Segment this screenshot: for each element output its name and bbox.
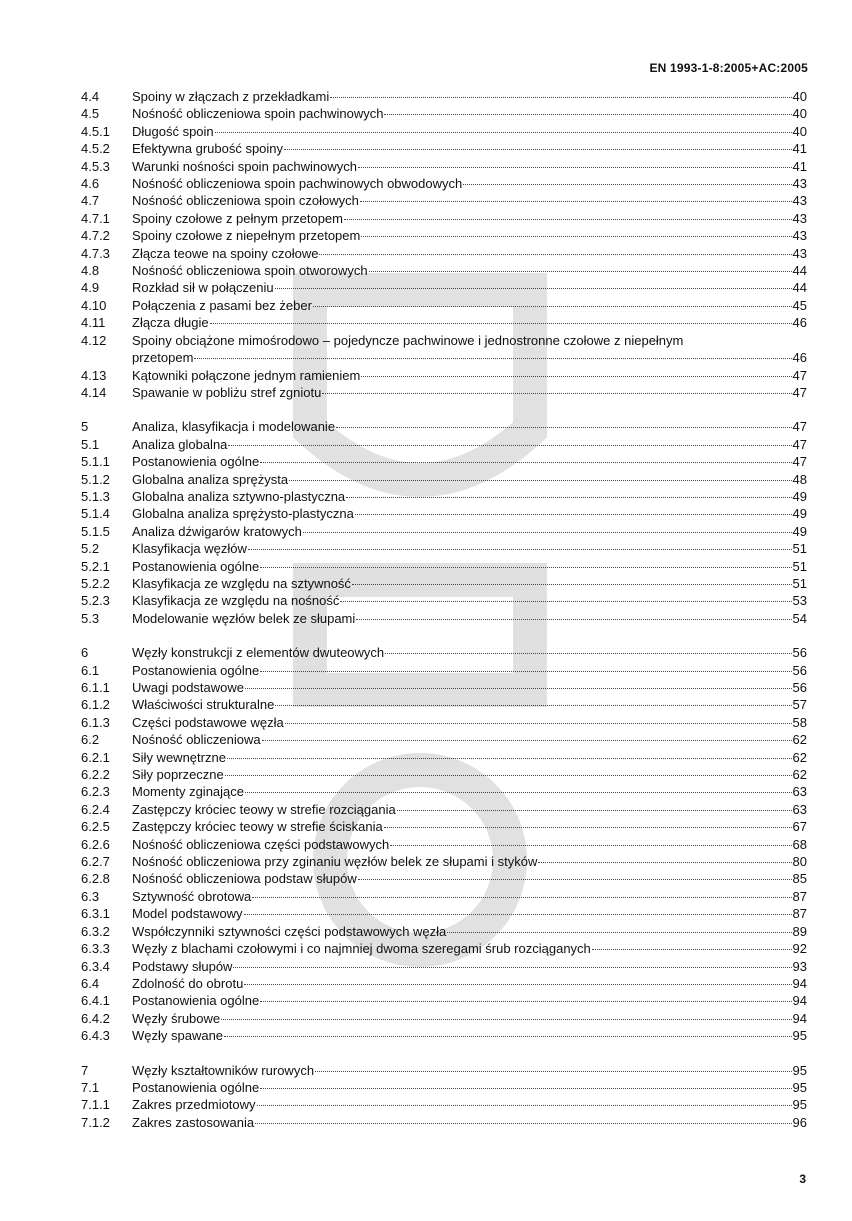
toc-entry bbox=[81, 314, 807, 331]
toc-entry-page: 87 bbox=[792, 906, 807, 922]
dot-leader bbox=[210, 323, 792, 324]
dot-leader bbox=[384, 827, 792, 828]
toc-entry-page: 96 bbox=[792, 1114, 807, 1130]
toc-entry-title: Części podstawowe węzła bbox=[132, 714, 284, 730]
toc-entry-title: Postanowienia ogólne bbox=[132, 1079, 260, 1095]
dot-leader bbox=[358, 167, 792, 168]
toc-entry-number: 4.8 bbox=[81, 263, 100, 279]
toc-entry-title: Nośność obliczeniowa bbox=[132, 732, 261, 748]
toc-entry bbox=[81, 1062, 807, 1079]
toc-entry-title: Momenty zginające bbox=[132, 784, 244, 800]
toc-entry-number: 4.6 bbox=[81, 176, 100, 192]
toc-entry bbox=[81, 818, 807, 835]
dot-leader bbox=[285, 723, 792, 724]
toc-entry-title: Rozkład sił w połączeniu bbox=[132, 280, 274, 296]
toc-entry bbox=[81, 505, 807, 522]
dot-leader bbox=[260, 462, 791, 463]
toc-entry-title: Nośność obliczeniowa części podstawowych bbox=[132, 836, 390, 852]
toc-entry-number: 7.1.1 bbox=[81, 1097, 110, 1113]
toc-entry-title: Globalna analiza sprężysta bbox=[132, 471, 289, 487]
toc-entry-page: 51 bbox=[792, 558, 807, 574]
toc-entry bbox=[81, 88, 807, 105]
dot-leader bbox=[313, 306, 792, 307]
toc-entry bbox=[81, 888, 807, 905]
toc-entry-page: 53 bbox=[792, 593, 807, 609]
toc-entry-title: Analiza dźwigarów kratowych bbox=[132, 523, 302, 539]
toc-entry-number: 5.1.5 bbox=[81, 523, 110, 539]
toc-entry bbox=[81, 540, 807, 557]
toc-entry-title: Sztywność obrotowa bbox=[132, 888, 252, 904]
toc-entry-title: Podstawy słupów bbox=[132, 958, 233, 974]
toc-entry bbox=[81, 836, 807, 853]
toc-entry-number: 6.2.3 bbox=[81, 784, 110, 800]
toc-entry-page: 80 bbox=[792, 854, 807, 870]
toc-entry-number: 6.3 bbox=[81, 888, 100, 904]
toc-entry-title: Złącza teowe na spoiny czołowe bbox=[132, 245, 319, 261]
toc-entry-title: Siły poprzeczne bbox=[132, 767, 224, 783]
toc-entry-title: Zakres przedmiotowy bbox=[132, 1097, 256, 1113]
toc-entry-number: 7.1.2 bbox=[81, 1114, 110, 1130]
toc-entry-title: Zastępczy króciec teowy w strefie ściskania bbox=[132, 819, 383, 835]
toc-entry bbox=[81, 1079, 807, 1096]
toc-entry bbox=[81, 123, 807, 140]
toc-entry-title: Złącza długie bbox=[132, 315, 209, 331]
dot-leader bbox=[356, 619, 791, 620]
toc-entry-number: 4.7.2 bbox=[81, 228, 110, 244]
toc-entry bbox=[81, 262, 807, 279]
toc-entry-page: 49 bbox=[792, 523, 807, 539]
toc-entry-title: Efektywna grubość spoiny bbox=[132, 141, 284, 157]
toc-entry-number: 4.14 bbox=[81, 384, 107, 400]
toc-entry-title: Węzły konstrukcji z elementów dwuteowych bbox=[132, 645, 385, 661]
dot-leader bbox=[255, 1123, 791, 1124]
toc-entry-number: 6 bbox=[81, 645, 89, 661]
toc-entry-title: Postanowienia ogólne bbox=[132, 454, 260, 470]
toc-entry-title: Nośność obliczeniowa spoin czołowych bbox=[132, 193, 359, 209]
dot-leader bbox=[194, 358, 791, 359]
toc-entry-title: Spoiny czołowe z pełnym przetopem bbox=[132, 210, 343, 226]
toc-entry-title: Uwagi podstawowe bbox=[132, 680, 245, 695]
toc-entry-title: Analiza globalna bbox=[132, 436, 228, 452]
toc-entry-page: 45 bbox=[792, 297, 807, 313]
toc-entry-number: 4.5.1 bbox=[81, 123, 110, 139]
toc-entry-number: 5.1 bbox=[81, 436, 100, 452]
dot-leader bbox=[360, 201, 792, 202]
toc-entry-title: Globalna analiza sztywno-plastyczna bbox=[132, 488, 346, 504]
toc-entry-page: 44 bbox=[792, 263, 807, 279]
dot-leader bbox=[215, 132, 792, 133]
toc-entry-number: 5.2 bbox=[81, 541, 100, 557]
toc-entry bbox=[81, 575, 807, 592]
toc-entry-number: 6.1 bbox=[81, 662, 100, 678]
toc-entry-title: Postanowienia ogólne bbox=[132, 558, 260, 574]
toc-entry-title: Model podstawowy bbox=[132, 906, 243, 922]
dot-leader bbox=[315, 1071, 791, 1072]
dot-leader bbox=[355, 514, 792, 515]
toc-entry-page: 44 bbox=[792, 280, 807, 296]
toc-entry-number: 6.3.1 bbox=[81, 906, 110, 922]
toc-entry-number: 6.4.3 bbox=[81, 1028, 110, 1044]
toc-entry-page: 49 bbox=[792, 488, 807, 504]
toc-entry-number: 5.1.3 bbox=[81, 488, 110, 504]
toc-entry-page: 43 bbox=[792, 245, 807, 261]
toc-entry-page: 95 bbox=[792, 1028, 807, 1044]
toc-entry-title: Zakres zastosowania bbox=[132, 1114, 255, 1130]
toc-entry bbox=[81, 453, 807, 470]
toc-entry-title: Połączenia z pasami bez żeber bbox=[132, 297, 312, 313]
toc-entry-page: 63 bbox=[792, 784, 807, 800]
toc-entry-number: 6.2.7 bbox=[81, 854, 110, 870]
toc-entry-page: 40 bbox=[792, 89, 807, 104]
toc-entry-number: 6.1.2 bbox=[81, 697, 110, 713]
dot-leader bbox=[289, 480, 791, 481]
toc-entry-page: 63 bbox=[792, 801, 807, 817]
toc-entry-page: 57 bbox=[792, 697, 807, 713]
toc-entry-title: Spoiny obciążone mimośrodowo – pojedyncze pachwinowe i jednostronne czołowe z niepełnym bbox=[132, 332, 684, 348]
toc-entry-page: 68 bbox=[792, 836, 807, 852]
toc-entry-title: Węzły z blachami czołowymi i co najmniej dwoma szeregami śrub rozciąganych bbox=[132, 941, 591, 957]
toc-entry-number: 4.5.2 bbox=[81, 141, 110, 157]
dot-leader bbox=[228, 445, 791, 446]
toc-entry-page: 40 bbox=[792, 123, 807, 139]
toc-entry bbox=[81, 801, 807, 818]
toc-entry-page: 95 bbox=[792, 1062, 807, 1078]
dot-leader bbox=[538, 862, 791, 863]
dot-leader bbox=[344, 219, 792, 220]
toc-entry-number: 6.4.2 bbox=[81, 1010, 110, 1026]
toc-entry-page: 43 bbox=[792, 193, 807, 209]
toc-entry bbox=[81, 940, 807, 957]
toc-entry-number: 4.11 bbox=[81, 315, 106, 331]
toc-entry bbox=[81, 558, 807, 575]
document-header: EN 1993-1-8:2005+AC:2005 bbox=[649, 61, 808, 75]
dot-leader bbox=[340, 601, 791, 602]
dot-leader bbox=[322, 393, 791, 394]
toc-entry-number: 6.1.1 bbox=[81, 680, 110, 695]
toc-entry-page: 93 bbox=[792, 958, 807, 974]
dot-leader bbox=[463, 184, 791, 185]
toc-entry-page: 47 bbox=[792, 454, 807, 470]
toc-entry-page: 51 bbox=[792, 575, 807, 591]
toc-entry bbox=[81, 975, 807, 992]
toc-entry-page: 95 bbox=[792, 1097, 807, 1113]
toc-entry-page: 94 bbox=[792, 1010, 807, 1026]
toc-entry-page: 49 bbox=[792, 506, 807, 522]
toc-entry bbox=[81, 158, 807, 175]
toc-entry bbox=[81, 749, 807, 766]
dot-leader bbox=[303, 532, 792, 533]
toc-entry-number: 5.2.3 bbox=[81, 593, 110, 609]
toc-entry bbox=[81, 436, 807, 453]
toc-entry-page: 48 bbox=[792, 471, 807, 487]
dot-leader bbox=[260, 567, 791, 568]
toc-entry-title: Długość spoin bbox=[132, 123, 214, 139]
dot-leader bbox=[369, 271, 792, 272]
toc-entry-page: 62 bbox=[792, 767, 807, 783]
dot-leader bbox=[260, 1088, 791, 1089]
toc-entry-title: Nośność obliczeniowa przy zginaniu węzłów belek ze słupami i styków bbox=[132, 854, 538, 870]
toc-entry-number: 6.4.1 bbox=[81, 993, 110, 1009]
toc-entry bbox=[81, 610, 807, 627]
dot-leader bbox=[257, 1105, 792, 1106]
dot-leader bbox=[352, 584, 792, 585]
toc-entry-page: 51 bbox=[792, 541, 807, 557]
toc-entry-number: 4.7 bbox=[81, 193, 100, 209]
toc-entry-number: 6.2.8 bbox=[81, 871, 110, 887]
toc-entry-number: 6.4 bbox=[81, 975, 100, 991]
dot-leader bbox=[262, 740, 792, 741]
dot-leader bbox=[284, 149, 792, 150]
toc-entry-page: 56 bbox=[792, 645, 807, 661]
toc-entry bbox=[81, 905, 807, 922]
toc-entry-page: 92 bbox=[792, 941, 807, 957]
toc-entry-number: 4.7.3 bbox=[81, 245, 110, 261]
toc-entry-title: Kątowniki połączone jednym ramieniem bbox=[132, 367, 361, 383]
dot-leader bbox=[346, 497, 791, 498]
dot-leader bbox=[385, 653, 791, 654]
toc-entry-number: 4.5.3 bbox=[81, 158, 110, 174]
toc-entry-title: Analiza, klasyfikacja i modelowanie bbox=[132, 419, 336, 435]
toc-entry-page: 46 bbox=[792, 350, 807, 366]
toc-entry bbox=[81, 279, 807, 296]
toc-entry-number: 6.2.6 bbox=[81, 836, 110, 852]
toc-entry bbox=[81, 1114, 807, 1131]
toc-entry-page: 95 bbox=[792, 1079, 807, 1095]
toc-entry-number: 6.2.1 bbox=[81, 749, 110, 765]
toc-entry bbox=[81, 1010, 807, 1027]
toc-entry-page: 87 bbox=[792, 888, 807, 904]
toc-entry-page: 94 bbox=[792, 993, 807, 1009]
toc-entry-page: 47 bbox=[792, 367, 807, 383]
toc-entry-page: 54 bbox=[792, 610, 807, 626]
table-of-contents bbox=[81, 88, 807, 1131]
toc-entry-title: Globalna analiza sprężysto-plastyczna bbox=[132, 506, 354, 522]
dot-leader bbox=[244, 984, 791, 985]
toc-entry-page: 56 bbox=[792, 680, 807, 695]
toc-entry-page: 41 bbox=[792, 141, 807, 157]
toc-entry bbox=[81, 210, 807, 227]
toc-entry-title: Klasyfikacja ze względu na sztywność bbox=[132, 575, 351, 591]
toc-entry-number: 6.3.3 bbox=[81, 941, 110, 957]
toc-entry-number: 5.2.1 bbox=[81, 558, 110, 574]
dot-leader bbox=[225, 775, 792, 776]
toc-entry-number: 7.1 bbox=[81, 1079, 100, 1095]
toc-entry-number: 4.5 bbox=[81, 106, 100, 122]
toc-entry-number: 6.2.2 bbox=[81, 767, 110, 783]
dot-leader bbox=[361, 236, 791, 237]
toc-entry-number: 4.7.1 bbox=[81, 210, 110, 226]
toc-entry-number: 5 bbox=[81, 419, 89, 435]
toc-entry-title: Siły wewnętrzne bbox=[132, 749, 226, 765]
toc-entry bbox=[81, 175, 807, 192]
toc-entry bbox=[81, 958, 807, 975]
toc-entry bbox=[81, 227, 807, 244]
dot-leader bbox=[260, 671, 791, 672]
toc-entry-number: 4.12 bbox=[81, 332, 107, 348]
toc-entry-title: Spoiny w złączach z przekładkami bbox=[132, 89, 330, 104]
toc-entry-page: 94 bbox=[792, 975, 807, 991]
toc-entry-number: 5.1.1 bbox=[81, 454, 110, 470]
toc-entry-title: Klasyfikacja ze względu na nośność bbox=[132, 593, 340, 609]
dot-leader bbox=[275, 288, 792, 289]
toc-entry bbox=[81, 523, 807, 540]
toc-entry-page: 85 bbox=[792, 871, 807, 887]
dot-leader bbox=[330, 97, 791, 98]
toc-entry-title: Właściwości strukturalne bbox=[132, 697, 275, 713]
toc-entry-page: 47 bbox=[792, 436, 807, 452]
toc-entry bbox=[81, 923, 807, 940]
toc-entry-number: 5.2.2 bbox=[81, 575, 110, 591]
toc-entry-page: 43 bbox=[792, 176, 807, 192]
toc-entry bbox=[81, 418, 807, 435]
toc-entry-title: Postanowienia ogólne bbox=[132, 662, 260, 678]
toc-entry bbox=[81, 783, 807, 800]
toc-entry bbox=[81, 471, 807, 488]
toc-entry bbox=[81, 192, 807, 209]
toc-entry-title: Nośność obliczeniowa spoin pachwinowych bbox=[132, 106, 384, 122]
toc-entry bbox=[81, 245, 807, 262]
toc-entry bbox=[81, 105, 807, 122]
toc-entry bbox=[81, 592, 807, 609]
dot-leader bbox=[221, 1019, 791, 1020]
toc-entry-title: Nośność obliczeniowa podstaw słupów bbox=[132, 871, 357, 887]
toc-entry-title: Zastępczy króciec teowy w strefie rozciągania bbox=[132, 801, 396, 817]
toc-entry-page: 43 bbox=[792, 228, 807, 244]
dot-leader bbox=[245, 688, 792, 689]
toc-entry-number: 5.1.4 bbox=[81, 506, 110, 522]
dot-leader bbox=[224, 1036, 791, 1037]
toc-entry-title: Węzły kształtowników rurowych bbox=[132, 1062, 315, 1078]
toc-entry-page: 67 bbox=[792, 819, 807, 835]
toc-entry-number: 6.2 bbox=[81, 732, 100, 748]
toc-entry-number: 6.1.3 bbox=[81, 714, 110, 730]
toc-entry-number: 7 bbox=[81, 1062, 89, 1078]
dot-leader bbox=[397, 810, 792, 811]
toc-entry-number: 5.1.2 bbox=[81, 471, 110, 487]
dot-leader bbox=[336, 427, 791, 428]
toc-entry-title-continued: przetopem bbox=[132, 350, 194, 366]
toc-entry-number: 4.10 bbox=[81, 297, 107, 313]
dot-leader bbox=[252, 897, 791, 898]
toc-entry-page: 43 bbox=[792, 210, 807, 226]
toc-entry bbox=[81, 766, 807, 783]
toc-entry bbox=[81, 488, 807, 505]
toc-entry bbox=[81, 140, 807, 157]
toc-entry-title: Klasyfikacja węzłów bbox=[132, 541, 247, 557]
toc-entry-page: 47 bbox=[792, 419, 807, 435]
toc-entry bbox=[81, 332, 807, 367]
toc-entry bbox=[81, 297, 807, 314]
toc-entry-title: Spoiny czołowe z niepełnym przetopem bbox=[132, 228, 361, 244]
dot-leader bbox=[447, 932, 791, 933]
toc-entry bbox=[81, 1027, 807, 1044]
dot-leader bbox=[227, 758, 792, 759]
toc-entry bbox=[81, 679, 807, 696]
toc-entry bbox=[81, 696, 807, 713]
dot-leader bbox=[244, 914, 792, 915]
toc-entry bbox=[81, 644, 807, 661]
toc-entry-title: Zdolność do obrotu bbox=[132, 975, 244, 991]
toc-entry bbox=[81, 1096, 807, 1113]
dot-leader bbox=[592, 949, 792, 950]
page-number: 3 bbox=[799, 1172, 806, 1186]
dot-leader bbox=[260, 1001, 791, 1002]
dot-leader bbox=[390, 845, 791, 846]
toc-entry-number: 6.2.4 bbox=[81, 801, 110, 817]
toc-entry bbox=[81, 992, 807, 1009]
toc-entry bbox=[81, 714, 807, 731]
toc-entry-number: 4.13 bbox=[81, 367, 107, 383]
dot-leader bbox=[319, 254, 791, 255]
dot-leader bbox=[233, 967, 791, 968]
toc-entry bbox=[81, 731, 807, 748]
dot-leader bbox=[275, 705, 791, 706]
toc-entry-title: Węzły śrubowe bbox=[132, 1010, 221, 1026]
toc-entry-number: 6.3.4 bbox=[81, 958, 110, 974]
toc-entry-number: 6.2.5 bbox=[81, 819, 110, 835]
toc-entry-page: 46 bbox=[792, 315, 807, 331]
toc-entry-title: Spawanie w pobliżu stref zgniotu bbox=[132, 384, 322, 400]
dot-leader bbox=[361, 376, 791, 377]
dot-leader bbox=[384, 114, 791, 115]
toc-entry bbox=[81, 853, 807, 870]
dot-leader bbox=[358, 879, 792, 880]
toc-entry-title: Postanowienia ogólne bbox=[132, 993, 260, 1009]
toc-entry-title: Modelowanie węzłów belek ze słupami bbox=[132, 610, 356, 626]
toc-entry bbox=[81, 662, 807, 679]
toc-entry-title: Węzły spawane bbox=[132, 1028, 224, 1044]
toc-entry-page: 58 bbox=[792, 714, 807, 730]
toc-entry-title: Warunki nośności spoin pachwinowych bbox=[132, 158, 357, 174]
toc-entry-number: 4.9 bbox=[81, 280, 100, 296]
toc-entry-page: 40 bbox=[792, 106, 807, 122]
toc-entry-title: Nośność obliczeniowa spoin pachwinowych obwodowych bbox=[132, 176, 463, 192]
toc-entry-page: 62 bbox=[792, 732, 807, 748]
toc-entry-page: 47 bbox=[792, 384, 807, 400]
dot-leader bbox=[245, 792, 792, 793]
toc-entry-page: 56 bbox=[792, 662, 807, 678]
toc-entry bbox=[81, 870, 807, 887]
toc-entry-number: 5.3 bbox=[81, 610, 100, 626]
dot-leader bbox=[248, 549, 792, 550]
toc-entry bbox=[81, 367, 807, 384]
toc-entry-page: 41 bbox=[792, 158, 807, 174]
toc-entry-title: Nośność obliczeniowa spoin otworowych bbox=[132, 263, 368, 279]
toc-entry bbox=[81, 384, 807, 401]
toc-entry-title: Współczynniki sztywności części podstawowych węzła bbox=[132, 923, 447, 939]
toc-entry-page: 89 bbox=[792, 923, 807, 939]
toc-entry-page: 62 bbox=[792, 749, 807, 765]
toc-entry-number: 6.3.2 bbox=[81, 923, 110, 939]
toc-entry-number: 4.4 bbox=[81, 89, 100, 104]
